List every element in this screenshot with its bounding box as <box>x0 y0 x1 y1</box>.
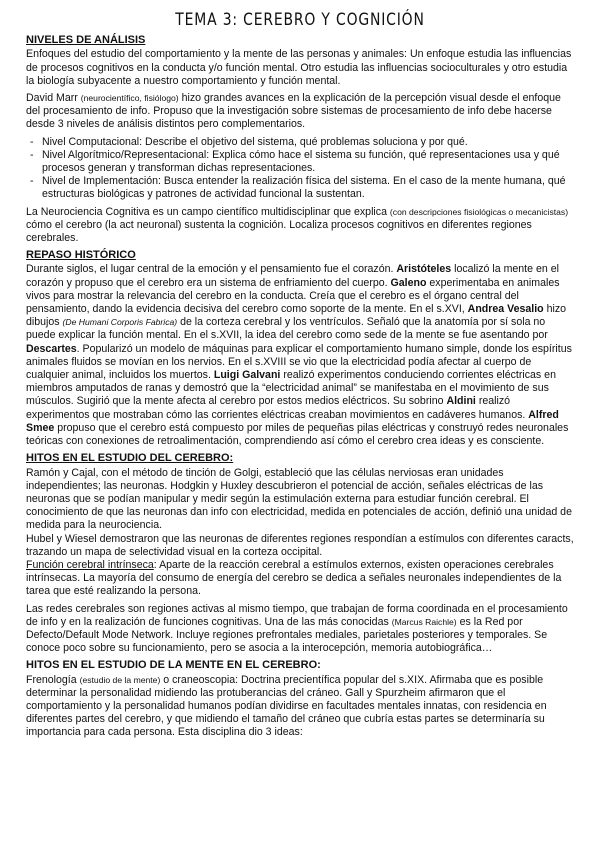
paragraph: David Marr (neurocientífico, fisiólogo) hizo grandes avances en la explicación de la percepción visual desde el enfoque del procesamiento de info. Propuso que la investigación sobre sistemas de procesamiento de info debe hacerse desde 3 niveles de análisis distintos pero complementarios. <box>26 92 561 131</box>
section-heading: HITOS EN EL ESTUDIO DEL CEREBRO: <box>26 452 234 465</box>
levels-list <box>26 136 574 202</box>
paragraph: Las redes cerebrales son regiones activas al mismo tiempo, que trabajan de forma coordinada en el procesamiento de info y en la realización de funciones cognitivas. Una de las más conocidas (Marcus Raichle) es la Red por Defecto/Default Mode Network. Incluye regiones prefrontales mediales, parietales posteriores y temporales. Se conoce poco sobre su funcionamiento, pero se asocia a la interocepción, memoria autobiográfica… <box>26 602 568 655</box>
paragraph: Hubel y Wiesel demostraron que las neuronas de diferentes regiones respondían a estímulos con diferentes caracts, trazando un mapa de selectividad visual en la corteza occipital. <box>26 532 574 558</box>
section-niveles <box>26 34 574 245</box>
paragraph: Función cerebral intrínseca: Aparte de la reacción cerebral a estímulos externos, existen operaciones cerebrales intrínsecas. La mayoría del consumo de energía del cerebro se dedica a señales neuronales independientes de la tarea que esté realizando la persona. <box>26 558 562 598</box>
section-hitos-cerebro <box>26 452 574 655</box>
section-heading: HITOS EN EL ESTUDIO DE LA MENTE EN EL CEREBRO: <box>26 659 321 672</box>
list-item: - Nivel Algorítmico/Representacional: Explica cómo hace el sistema su función, qué representaciones usa y qué procesos generan y transforman dichas representaciones. <box>42 149 574 175</box>
page-title: TEMA 3: CEREBRO Y COGNICIÓN <box>175 10 425 30</box>
list-item: - Nivel Computacional: Describe el objetivo del sistema, qué problemas soluciona y por qué. <box>42 136 574 149</box>
section-repaso <box>26 249 574 448</box>
paragraph: Ramón y Cajal, con el método de tinción de Golgi, estableció que las células nerviosas eran unidades independientes; las neuronas. Hodgkin y Huxley descubrieron el potencial de acción, señales eléctricas de las neuronas que se podían manipular y medir según la estimulación externa para estudiar función cerebral. El conocimiento de que las neuronas dan info con electricidad, medida en potenciales de acción, definió una unidad de medida para la neurociencia. <box>26 466 572 532</box>
section-heading: NIVELES DE ANÁLISIS <box>26 34 146 47</box>
paragraph: Enfoques del estudio del comportamiento y la mente de las personas y animales: Un enfoque estudia las influencias de procesos cognitivos en la conducta y/o función mental. Otro estudia las influencias socioculturales y otro estudia la biología subyacente a nuestro comportamiento y función mental. <box>26 48 572 87</box>
paragraph: Frenología (estudio de la mente) o craneoscopia: Doctrina precientífica popular del s.XIX. Afirmaba que es posible determinar la personalidad midiendo las protuberancias del cráneo. Gall y Spurzheim afirmaron que el comportamiento y la personalidad humanos podían dividirse en facultades mentales innatas, con residencia en diferentes partes del cerebro, y que midiendo el tamaño del cráneo que cubría estas partes se determinaría su importancia para cada persona. Esta disciplina dio 3 ideas: <box>26 673 547 739</box>
section-hitos-mente <box>26 659 574 739</box>
list-item: - Nivel de Implementación: Busca entender la realización física del sistema. En el caso de la mente humana, qué estructuras biológicas y patrones de actividad funcional la sustentan. <box>42 175 574 201</box>
paragraph: La Neurociencia Cognitiva es un campo científico multidisciplinar que explica (con descripciones fisiológicas o mecanicistas) cómo el cerebro (la act neuronal) sustenta la cognición. Localiza procesos cognitivos en diferentes regiones cerebrales. <box>26 205 569 245</box>
paragraph: Durante siglos, el lugar central de la emoción y el pensamiento fue el corazón. Aristóteles localizó la mente en el corazón y propuso que el cerebro era un sistema de enfriamiento del cuerpo. Galeno experimentaba en animales vivos para mostrar la relevancia del cerebro en la conducta. Creía que el cerebro es el órgano central del pensamiento, dando la evidencia decisiva del cerebro como soporte de la mente. En el s.XVI, Andrea Vesalio hizo dibujos (De Humani Corporis Fabrica) de la corteza cerebral y los ventrículos. Señaló que la anatomía por sí sola no puede explicar la función mental. En el s.XVII, la idea del cerebro como sede de la mente se fue asentando por Descartes. Popularizó un modelo de máquinas para explicar el comportamiento humano simple, donde los espíritus animales fluidos se movían en los nervios. En el s.XVIII se vio que la electricidad podía afectar al cuerpo de cualquier animal, incluidos los muertos. Luigi Galvani realizó experimentos conduciendo corrientes eléctricas en miembros amputados de ranas y demostró que la “electricidad animal” se manifestaba en el movimiento de sus músculos. Sugirió que la mente afecta al cerebro por estos medios eléctricos. Su sobrino Aldini realizó experimentos que mostraban cómo las corrientes eléctricas creaban movimientos en cadáveres humanos. Alfred Smee propuso que el cerebro está compuesto por miles de pequeñas pilas eléctricas y construyó redes neuronales teóricas con conexiones de retroalimentación, comprendiendo así cómo el cerebro crea ideas y es consciente. <box>26 263 572 448</box>
section-heading: REPASO HISTÓRICO <box>26 249 136 262</box>
